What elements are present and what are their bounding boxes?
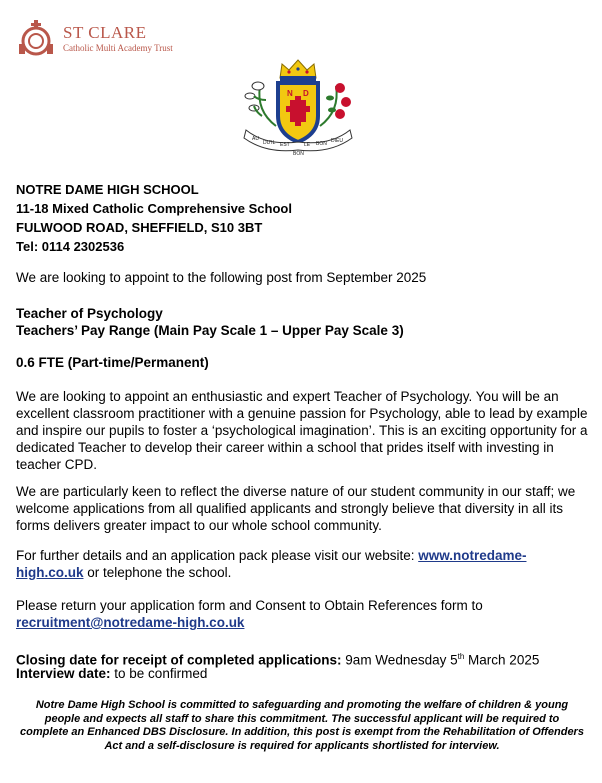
- school-type: 11-18 Mixed Catholic Comprehensive School: [16, 201, 292, 216]
- interview-value: to be confirmed: [110, 666, 208, 681]
- lily-icon: [245, 82, 276, 126]
- motto-word: LE: [304, 142, 311, 148]
- recruitment-email-link[interactable]: recruitment@notredame-high.co.uk: [16, 615, 245, 630]
- motto-word: AU: [252, 136, 259, 142]
- motto-word: EST: [280, 142, 290, 148]
- crown-icon: [280, 60, 316, 81]
- closing-label: Closing date for receipt of completed applications:: [16, 652, 342, 668]
- school-crest-icon: [236, 56, 360, 156]
- body-paragraph: We are particularly keen to reflect the diverse nature of our student community in our staff; we welcome applications from all qualified applicants and strongly believe that diversity in all its forms delivers greater impact to our whole school community.: [16, 484, 576, 533]
- safeguarding-notice: Notre Dame High School is committed to safeguarding and promoting the welfare of children & young people and expects all staff to share this commitment. The successful applicant will be required to complete an Enhanced DBS Disclosure. In addition, this post is exempt from the Rehabilitation of Offenders Act and a self-disclosure is required for applicants shortlisted for interview.: [20, 699, 584, 752]
- motto-word: DIEU: [331, 138, 343, 144]
- interview-label: Interview date:: [16, 666, 111, 681]
- details-suffix: or telephone the school.: [83, 565, 232, 580]
- closing-value-sup: th: [457, 652, 465, 661]
- motto-word: DU'IL: [263, 140, 276, 146]
- return-paragraph: [16, 597, 588, 631]
- shield-icon: [278, 83, 318, 142]
- return-text: Please return your application form and Consent to Obtain References form to: [16, 598, 483, 613]
- trust-emblem-icon: [15, 20, 57, 56]
- interview-date: [16, 665, 588, 682]
- body-paragraph: We are looking to appoint an enthusiastic and expert Teacher of Psychology. You will be an excellent classroom practitioner with a genuine passion for Psychology, able to lead by example and inspire our pupils to foster a ‘psychological imagination’. This is an exciting opportunity for a dedicated Teacher to develop their career within a school that prides itself with investing in teacher CPD.: [16, 389, 588, 472]
- trust-subtitle: Catholic Multi Academy Trust: [63, 42, 173, 53]
- post-title: Teacher of Psychology: [16, 306, 163, 321]
- website-link[interactable]: www.notredame-high.co.uk: [16, 548, 527, 580]
- rose-icon: [320, 83, 351, 126]
- details-prefix: For further details and an application pack please visit our website:: [16, 548, 419, 563]
- post-pay-range: Teachers’ Pay Range (Main Pay Scale 1 – Upper Pay Scale 3): [16, 323, 404, 338]
- trust-name: ST CLARE: [63, 22, 147, 42]
- motto-word: BON: [316, 141, 327, 147]
- crest-letter-d: D: [303, 89, 309, 98]
- school-address: FULWOOD ROAD, SHEFFIELD, S10 3BT: [16, 220, 263, 235]
- details-paragraph: [16, 547, 588, 581]
- intro-text: We are looking to appoint to the following post from September 2025: [16, 270, 427, 285]
- school-name: NOTRE DAME HIGH SCHOOL: [16, 182, 199, 197]
- school-telephone: Tel: 0114 2302536: [16, 239, 125, 254]
- school-details: [16, 180, 292, 256]
- closing-value: 9am Wednesday 5: [341, 652, 458, 668]
- closing-value-month: March 2025: [464, 652, 540, 668]
- post-fte: 0.6 FTE (Part-time/Permanent): [16, 355, 209, 370]
- crest-letter-n: N: [287, 89, 293, 98]
- motto-word: BON: [293, 151, 304, 156]
- trust-logo: [15, 20, 173, 56]
